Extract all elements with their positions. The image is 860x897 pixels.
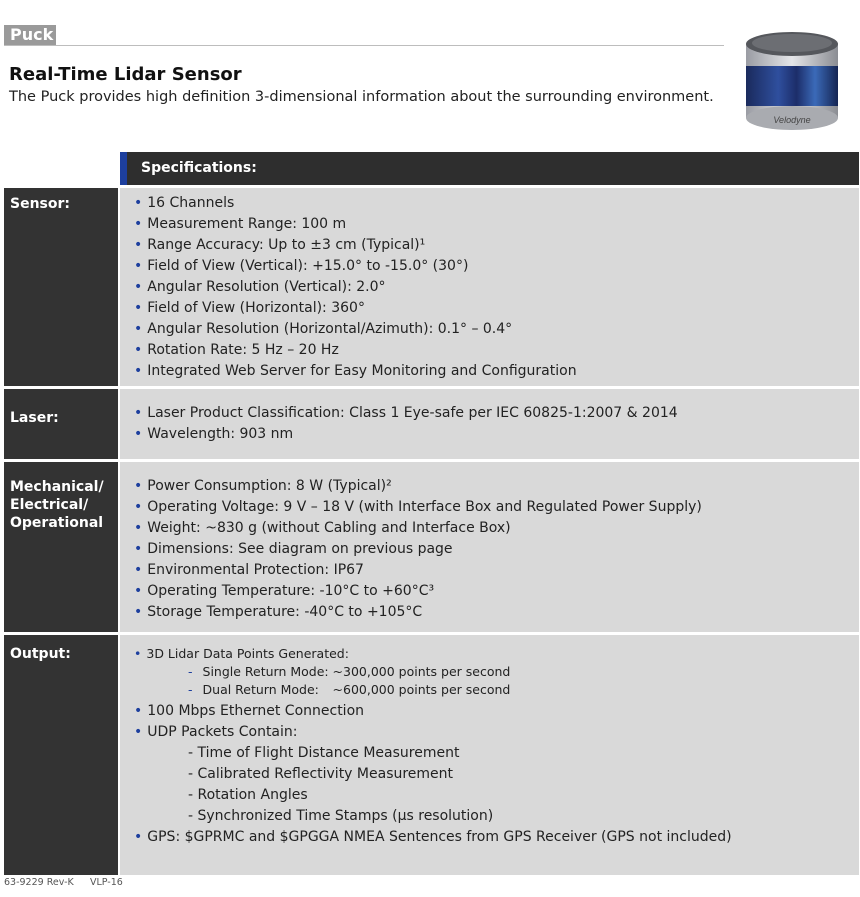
list-item: • Operating Temperature: -10°C to +60°C³ (134, 583, 435, 599)
list-item: • Field of View (Vertical): +15.0° to -15.0° (30°) (134, 258, 469, 274)
list-item: • Measurement Range: 100 m (134, 216, 347, 232)
return-mode-item: - Single Return Mode: ~300,000 points per second (188, 664, 511, 679)
udp-content-item: - Synchronized Time Stamps (µs resolution) (188, 808, 494, 824)
bullet-icon: • (134, 829, 143, 845)
footer-doc-id: 63-9229 Rev-K (4, 877, 74, 888)
bullet-icon: • (134, 541, 143, 557)
bullet-icon: • (134, 646, 142, 661)
list-item: • Environmental Protection: IP67 (134, 562, 364, 578)
page-subtitle: The Puck provides high definition 3-dimensional information about the surrounding environment. (9, 89, 714, 105)
bullet-icon: • (134, 583, 143, 599)
velodyne-puck-image (744, 30, 840, 132)
section-body-output (120, 635, 859, 875)
list-item: • 3D Lidar Data Points Generated: (134, 646, 349, 661)
bullet-icon: • (134, 195, 143, 211)
section-label-laser: Laser: (4, 389, 118, 459)
list-item: • Storage Temperature: -40°C to +105°C (134, 604, 423, 620)
bullet-icon: • (134, 724, 143, 740)
bullet-icon: • (134, 478, 143, 494)
specifications-header (120, 152, 859, 185)
header-divider (4, 45, 724, 46)
bullet-icon: • (134, 405, 143, 421)
list-item: • Angular Resolution (Horizontal/Azimuth): 0.1° – 0.4° (134, 321, 513, 337)
bullet-icon: • (134, 562, 143, 578)
list-item: • GPS: $GPRMC and $GPGGA NMEA Sentences from GPS Receiver (GPS not included) (134, 829, 732, 845)
section-label-sensor: Sensor: (4, 188, 118, 386)
list-item: • Field of View (Horizontal): 360° (134, 300, 365, 316)
list-item: • Rotation Rate: 5 Hz – 20 Hz (134, 342, 339, 358)
section-body-laser (120, 389, 859, 459)
bullet-icon: • (134, 237, 143, 253)
bullet-icon: • (134, 363, 143, 379)
section-label-output: Output: (4, 635, 118, 875)
list-item: • 100 Mbps Ethernet Connection (134, 703, 365, 719)
list-item: • Integrated Web Server for Easy Monitoring and Configuration (134, 363, 577, 379)
list-item: • Dimensions: See diagram on previous page (134, 541, 453, 557)
bullet-icon: • (134, 499, 143, 515)
bullet-icon: • (134, 426, 143, 442)
udp-content-item: - Rotation Angles (188, 787, 308, 803)
udp-content-item: - Time of Flight Distance Measurement (188, 745, 460, 761)
section-label-mechanical: Mechanical/ Electrical/ Operational (4, 462, 118, 632)
return-mode-item: - Dual Return Mode: ~600,000 points per second (188, 682, 511, 697)
bullet-icon: • (134, 216, 143, 232)
section-body-sensor (120, 188, 859, 386)
section-body-mechanical (120, 462, 859, 632)
velodyne-logo-text: Velodyne (773, 115, 811, 125)
list-item: • Weight: ~830 g (without Cabling and Interface Box) (134, 520, 511, 536)
list-item: • Wavelength: 903 nm (134, 426, 294, 442)
footer-model: VLP-16 (90, 877, 123, 888)
specifications-label: Specifications: (141, 160, 257, 176)
bullet-icon: • (134, 520, 143, 536)
dash-icon: - (188, 682, 193, 697)
section-tab-puck: Puck (4, 25, 56, 45)
bullet-icon: • (134, 703, 143, 719)
bullet-icon: • (134, 604, 143, 620)
list-item: • Operating Voltage: 9 V – 18 V (with Interface Box and Regulated Power Supply) (134, 499, 702, 515)
list-item: • Laser Product Classification: Class 1 Eye-safe per IEC 60825-1:2007 & 2014 (134, 405, 678, 421)
page-title: Real-Time Lidar Sensor (9, 64, 242, 85)
list-item: • Angular Resolution (Vertical): 2.0° (134, 279, 386, 295)
udp-content-item: - Calibrated Reflectivity Measurement (188, 766, 454, 782)
list-item: • UDP Packets Contain: (134, 724, 298, 740)
bullet-icon: • (134, 279, 143, 295)
dash-icon: - (188, 664, 193, 679)
specifications-accent-bar (120, 152, 127, 185)
bullet-icon: • (134, 300, 143, 316)
list-item: • Power Consumption: 8 W (Typical)² (134, 478, 392, 494)
bullet-icon: • (134, 342, 143, 358)
bullet-icon: • (134, 258, 143, 274)
list-item: • Range Accuracy: Up to ±3 cm (Typical)¹ (134, 237, 426, 253)
bullet-icon: • (134, 321, 143, 337)
list-item: • 16 Channels (134, 195, 235, 211)
